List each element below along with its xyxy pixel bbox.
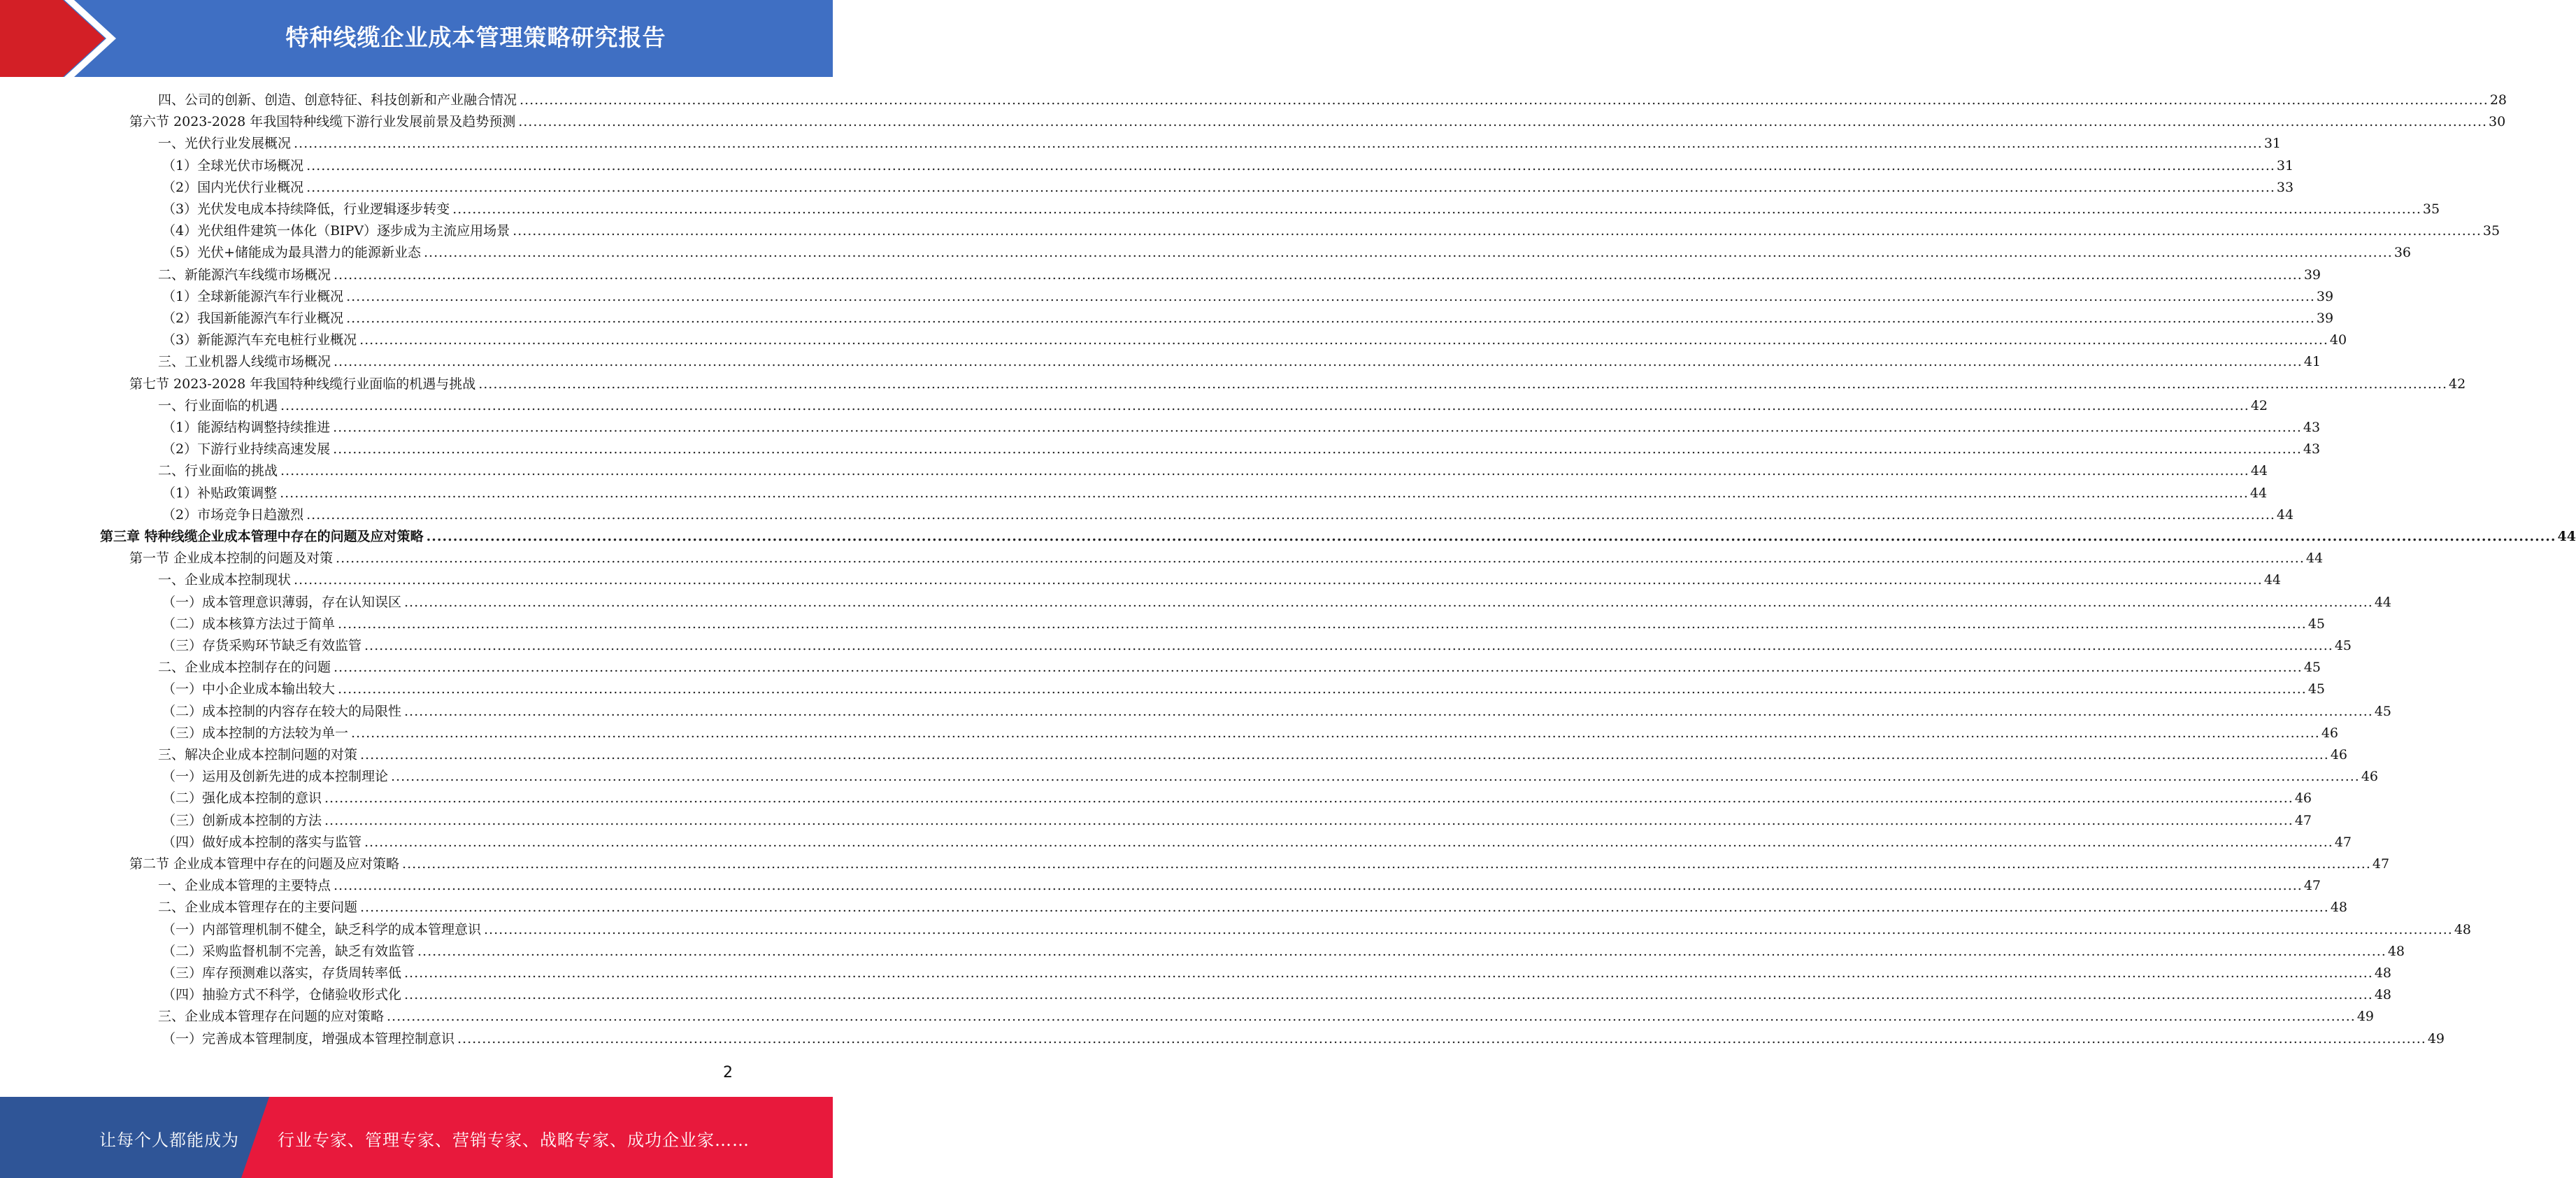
- toc-entry-page: 39: [2316, 311, 2334, 326]
- toc-entry-title: 第七节 2023-2028 年我国特种线缆行业面临的机遇与挑战: [129, 376, 476, 392]
- toc-entry-page: 44: [2250, 463, 2268, 479]
- toc-entry[interactable]: [162, 919, 2472, 941]
- toc-entry-title: 第六节 2023-2028 年我国特种线缆下游行业发展前景及趋势预测: [129, 114, 516, 130]
- toc-entry-page: 44: [2374, 594, 2392, 610]
- toc-entry-title: 四、公司的创新、创造、创意特征、科技创新和产业融合情况: [158, 92, 517, 108]
- toc-entry-page: 47: [2334, 834, 2352, 850]
- toc-leader-dots: ................................................................................................................................................................................................................................................................................................................................................................................................................: [294, 572, 2263, 588]
- toc-entry[interactable]: [162, 308, 2334, 329]
- toc-entry-title: （一）内部管理机制不健全，缺乏科学的成本管理意识: [162, 921, 482, 937]
- toc-entry[interactable]: [162, 963, 2392, 984]
- toc-entry-title: （1）全球新能源汽车行业概况: [162, 288, 344, 304]
- toc-leader-dots: ................................................................................................................................................................................................................................................................................................................................................................................................................: [333, 420, 2302, 435]
- toc-entry[interactable]: [162, 701, 2392, 723]
- toc-leader-dots: ................................................................................................................................................................................................................................................................................................................................................................................................................: [346, 288, 2315, 304]
- toc-entry[interactable]: [162, 220, 2500, 242]
- toc-entry-page: 45: [2303, 660, 2321, 676]
- toc-entry-page: 47: [2294, 812, 2312, 828]
- toc-entry-title: 第三章 特种线缆企业成本管理中存在的问题及应对策略: [100, 529, 424, 544]
- toc-entry[interactable]: [129, 374, 2466, 395]
- toc-leader-dots: ................................................................................................................................................................................................................................................................................................................................................................................................................: [364, 834, 2333, 850]
- toc-entry-title: （3）光伏发电成本持续降低，行业逻辑逐步转变: [162, 201, 450, 217]
- toc-entry-title: （四）抽验方式不科学，仓储验收形式化: [162, 987, 402, 1003]
- toc-entry[interactable]: [158, 264, 2321, 286]
- toc-entry-page: 44: [2305, 551, 2324, 567]
- toc-leader-dots: ................................................................................................................................................................................................................................................................................................................................................................................................................: [426, 529, 2556, 544]
- toc-entry-title: （二）成本控制的内容存在较大的局限性: [162, 703, 402, 719]
- toc-entry-page: 31: [2276, 157, 2294, 173]
- toc-entry[interactable]: [158, 744, 2348, 766]
- toc-entry-page: 49: [2427, 1030, 2445, 1046]
- toc-entry[interactable]: [158, 875, 2321, 897]
- toc-entry-title: （一）完善成本管理制度，增强成本管理控制意识: [162, 1030, 455, 1046]
- toc-entry-page: 28: [2489, 92, 2507, 108]
- toc-entry[interactable]: [162, 592, 2392, 613]
- toc-entry-title: （1）补贴政策调整: [162, 485, 278, 501]
- toc-entry[interactable]: [129, 111, 2506, 133]
- toc-leader-dots: ................................................................................................................................................................................................................................................................................................................................................................................................................: [334, 660, 2303, 676]
- toc-entry-title: （二）成本核算方法过于简单: [162, 616, 336, 632]
- footer-slogan-left: 让每个人都能成为: [99, 1130, 239, 1150]
- toc-entry-page: 44: [2249, 485, 2268, 501]
- toc-entry-title: （3）新能源汽车充电桩行业概况: [162, 332, 357, 348]
- toc-entry-title: （二）强化成本控制的意识: [162, 790, 322, 807]
- toc-entry[interactable]: [162, 439, 2321, 460]
- toc-entry[interactable]: [162, 1028, 2445, 1050]
- toc-entry-title: 一、企业成本控制现状: [158, 572, 292, 588]
- toc-entry[interactable]: [162, 242, 2412, 264]
- toc-entry-page: 46: [2361, 769, 2379, 785]
- toc-leader-dots: ................................................................................................................................................................................................................................................................................................................................................................................................................: [306, 506, 2275, 523]
- toc-entry-title: 二、行业面临的挑战: [158, 463, 278, 479]
- toc-entry-title: （三）库存预测难以落实，存货周转率低: [162, 965, 402, 981]
- toc-entry-page: 48: [2374, 987, 2392, 1003]
- toc-entry[interactable]: [162, 941, 2405, 963]
- toc-leader-dots: ................................................................................................................................................................................................................................................................................................................................................................................................................: [334, 878, 2303, 894]
- toc-entry-title: （四）做好成本控制的落实与监管: [162, 834, 362, 850]
- toc-entry-title: （一）运用及创新先进的成本控制理论: [162, 769, 389, 785]
- toc-entry-title: （一）成本管理意识薄弱，存在认知误区: [162, 594, 402, 610]
- toc-entry-title: 三、解决企业成本控制问题的对策: [158, 747, 358, 762]
- toc-entry-page: 43: [2303, 420, 2321, 435]
- toc-leader-dots: ................................................................................................................................................................................................................................................................................................................................................................................................................: [324, 790, 2294, 807]
- toc-leader-dots: ................................................................................................................................................................................................................................................................................................................................................................................................................: [387, 1009, 2356, 1025]
- toc-entry-page: 44: [2557, 529, 2576, 544]
- page-footer: [0, 1097, 833, 1178]
- toc-entry-title: （一）中小企业成本输出较大: [162, 681, 336, 697]
- toc-entry[interactable]: [162, 155, 2294, 177]
- toc-leader-dots: ................................................................................................................................................................................................................................................................................................................................................................................................................: [360, 747, 2329, 762]
- toc-entry[interactable]: [162, 417, 2321, 439]
- report-title: 特种线缆企业成本管理策略研究报告: [285, 24, 666, 51]
- toc-entry[interactable]: [158, 569, 2282, 591]
- toc-leader-dots: ................................................................................................................................................................................................................................................................................................................................................................................................................: [478, 376, 2448, 392]
- toc-entry-page: 47: [2303, 878, 2321, 894]
- toc-entry[interactable]: [162, 329, 2347, 351]
- toc-leader-dots: ................................................................................................................................................................................................................................................................................................................................................................................................................: [336, 551, 2305, 567]
- toc-entry[interactable]: [162, 199, 2440, 220]
- toc-entry[interactable]: [158, 133, 2282, 155]
- toc-leader-dots: ................................................................................................................................................................................................................................................................................................................................................................................................................: [404, 965, 2373, 981]
- toc-entry-page: 46: [2330, 747, 2348, 762]
- toc-leader-dots: ................................................................................................................................................................................................................................................................................................................................................................................................................: [520, 92, 2489, 108]
- toc-entry-page: 31: [2263, 136, 2282, 152]
- toc-entry[interactable]: [129, 548, 2324, 569]
- toc-entry-page: 45: [2307, 616, 2326, 632]
- toc-entry-title: （三）成本控制的方法较为单一: [162, 725, 349, 741]
- toc-entry-page: 35: [2482, 223, 2500, 239]
- toc-leader-dots: ................................................................................................................................................................................................................................................................................................................................................................................................................: [334, 354, 2303, 370]
- toc-entry-page: 30: [2489, 114, 2506, 130]
- toc-leader-dots: ................................................................................................................................................................................................................................................................................................................................................................................................................: [424, 245, 2393, 261]
- toc-entry-title: （2）国内光伏行业概况: [162, 179, 304, 195]
- toc-leader-dots: ................................................................................................................................................................................................................................................................................................................................................................................................................: [324, 812, 2294, 828]
- toc-entry[interactable]: [158, 657, 2321, 679]
- toc-leader-dots: ................................................................................................................................................................................................................................................................................................................................................................................................................: [404, 703, 2373, 719]
- toc-leader-dots: ................................................................................................................................................................................................................................................................................................................................................................................................................: [518, 114, 2488, 130]
- toc-entry-title: 一、企业成本管理的主要特点: [158, 878, 331, 894]
- toc-entry-page: 45: [2307, 681, 2326, 697]
- toc-entry-title: 第二节 企业成本管理中存在的问题及应对策略: [129, 856, 400, 872]
- toc-entry-title: 三、企业成本管理存在问题的应对策略: [158, 1009, 385, 1025]
- toc-entry-page: 39: [2316, 288, 2334, 304]
- toc-entry-title: 三、工业机器人线缆市场概况: [158, 354, 331, 370]
- toc-entry-page: 45: [2334, 638, 2352, 653]
- toc-entry-page: 48: [2387, 943, 2405, 959]
- toc-leader-dots: ................................................................................................................................................................................................................................................................................................................................................................................................................: [402, 856, 2371, 872]
- toc-entry[interactable]: [162, 483, 2268, 504]
- toc-entry[interactable]: [158, 351, 2321, 373]
- toc-leader-dots: ................................................................................................................................................................................................................................................................................................................................................................................................................: [351, 725, 2320, 741]
- toc-entry[interactable]: [162, 504, 2294, 526]
- toc-leader-dots: ................................................................................................................................................................................................................................................................................................................................................................................................................: [457, 1030, 2426, 1046]
- toc-leader-dots: ................................................................................................................................................................................................................................................................................................................................................................................................................: [404, 594, 2373, 610]
- toc-entry[interactable]: [129, 853, 2390, 875]
- toc-leader-dots: ................................................................................................................................................................................................................................................................................................................................................................................................................: [417, 943, 2387, 959]
- toc-entry-title: 二、企业成本控制存在的问题: [158, 660, 331, 676]
- toc-entry-title: （2）市场竞争日趋激烈: [162, 506, 304, 523]
- toc-entry[interactable]: [162, 832, 2352, 853]
- toc-entry-title: （2）我国新能源汽车行业概况: [162, 311, 344, 326]
- toc-entry-title: （1）能源结构调整持续推进: [162, 420, 331, 435]
- toc-entry-title: （三）创新成本控制的方法: [162, 812, 322, 828]
- toc-entry[interactable]: [162, 679, 2326, 700]
- toc-leader-dots: ................................................................................................................................................................................................................................................................................................................................................................................................................: [452, 201, 2421, 217]
- toc-entry-page: 36: [2393, 245, 2412, 261]
- toc-entry[interactable]: [158, 90, 2507, 111]
- page-header: [0, 0, 833, 77]
- toc-leader-dots: ................................................................................................................................................................................................................................................................................................................................................................................................................: [338, 681, 2307, 697]
- toc-leader-dots: ................................................................................................................................................................................................................................................................................................................................................................................................................: [513, 223, 2482, 239]
- toc-entry[interactable]: [158, 897, 2348, 918]
- toc-entry-page: 48: [2454, 921, 2472, 937]
- toc-entry-page: 40: [2329, 332, 2347, 348]
- toc-entry-page: 43: [2303, 441, 2321, 457]
- page-number: 2: [723, 1064, 733, 1081]
- toc-entry[interactable]: [162, 723, 2339, 744]
- toc-entry-page: 48: [2374, 965, 2392, 981]
- toc-entry-title: 一、行业面临的机遇: [158, 397, 278, 413]
- toc-entry[interactable]: [162, 788, 2312, 809]
- toc-entry-title: 第一节 企业成本控制的问题及对策: [129, 551, 334, 567]
- toc-entry[interactable]: [162, 177, 2294, 199]
- toc-entry[interactable]: [162, 286, 2334, 308]
- toc-entry-title: （1）全球光伏市场概况: [162, 157, 304, 173]
- toc-entry[interactable]: [162, 635, 2352, 657]
- toc-entry-page: 35: [2422, 201, 2440, 217]
- toc-entry-page: 33: [2276, 179, 2294, 195]
- toc-leader-dots: ................................................................................................................................................................................................................................................................................................................................................................................................................: [391, 769, 2360, 785]
- toc-leader-dots: ................................................................................................................................................................................................................................................................................................................................................................................................................: [334, 267, 2303, 283]
- toc-entry[interactable]: [162, 810, 2312, 832]
- toc-entry-page: 42: [2250, 397, 2268, 413]
- toc-entry[interactable]: [158, 460, 2268, 482]
- toc-entry[interactable]: [100, 526, 2576, 548]
- toc-leader-dots: ................................................................................................................................................................................................................................................................................................................................................................................................................: [306, 157, 2275, 173]
- footer-slogan-right: 行业专家、管理专家、营销专家、战略专家、成功企业家……: [278, 1130, 750, 1150]
- toc-entry[interactable]: [158, 395, 2268, 417]
- toc-entry-page: 46: [2321, 725, 2339, 741]
- toc-entry-page: 39: [2303, 267, 2321, 283]
- toc-leader-dots: ................................................................................................................................................................................................................................................................................................................................................................................................................: [484, 921, 2453, 937]
- toc-entry-title: （4）光伏组件建筑一体化（BIPV）逐步成为主流应用场景: [162, 223, 510, 239]
- toc-leader-dots: ................................................................................................................................................................................................................................................................................................................................................................................................................: [359, 332, 2328, 348]
- toc-entry[interactable]: [162, 766, 2379, 788]
- toc-entry-page: 41: [2303, 354, 2321, 370]
- toc-leader-dots: ................................................................................................................................................................................................................................................................................................................................................................................................................: [338, 616, 2307, 632]
- toc-entry-title: （5）光伏+储能成为最具潜力的能源新业态: [162, 245, 422, 261]
- toc-entry-page: 46: [2294, 790, 2312, 807]
- toc-leader-dots: ................................................................................................................................................................................................................................................................................................................................................................................................................: [364, 638, 2333, 653]
- toc-leader-dots: ................................................................................................................................................................................................................................................................................................................................................................................................................: [280, 397, 2249, 413]
- toc-entry-page: 44: [2276, 506, 2294, 523]
- toc-leader-dots: ................................................................................................................................................................................................................................................................................................................................................................................................................: [306, 179, 2275, 195]
- toc-leader-dots: ................................................................................................................................................................................................................................................................................................................................................................................................................: [404, 987, 2373, 1003]
- toc-entry[interactable]: [158, 1006, 2375, 1028]
- toc-entry-title: 一、光伏行业发展概况: [158, 136, 292, 152]
- toc-entry-page: 48: [2330, 900, 2348, 916]
- toc-leader-dots: ................................................................................................................................................................................................................................................................................................................................................................................................................: [346, 311, 2315, 326]
- toc-entry-title: （二）采购监督机制不完善，缺乏有效监管: [162, 943, 415, 959]
- toc-leader-dots: ................................................................................................................................................................................................................................................................................................................................................................................................................: [280, 463, 2249, 479]
- toc-leader-dots: ................................................................................................................................................................................................................................................................................................................................................................................................................: [360, 900, 2329, 916]
- toc-entry-title: 二、新能源汽车线缆市场概况: [158, 267, 331, 283]
- toc-entry-title: （三）存货采购环节缺乏有效监管: [162, 638, 362, 653]
- toc-entry-page: 47: [2372, 856, 2390, 872]
- toc-leader-dots: ................................................................................................................................................................................................................................................................................................................................................................................................................: [280, 485, 2249, 501]
- toc-entry-page: 49: [2356, 1009, 2375, 1025]
- toc-entry[interactable]: [162, 984, 2392, 1006]
- toc-entry-page: 45: [2374, 703, 2392, 719]
- toc-entry-title: 二、企业成本管理存在的主要问题: [158, 900, 358, 916]
- toc-entry[interactable]: [162, 613, 2326, 635]
- toc-entry-title: （2）下游行业持续高速发展: [162, 441, 331, 457]
- toc-leader-dots: ................................................................................................................................................................................................................................................................................................................................................................................................................: [333, 441, 2302, 457]
- toc-entry-page: 44: [2263, 572, 2282, 588]
- toc-entry-page: 42: [2449, 376, 2466, 392]
- toc-leader-dots: ................................................................................................................................................................................................................................................................................................................................................................................................................: [294, 136, 2263, 152]
